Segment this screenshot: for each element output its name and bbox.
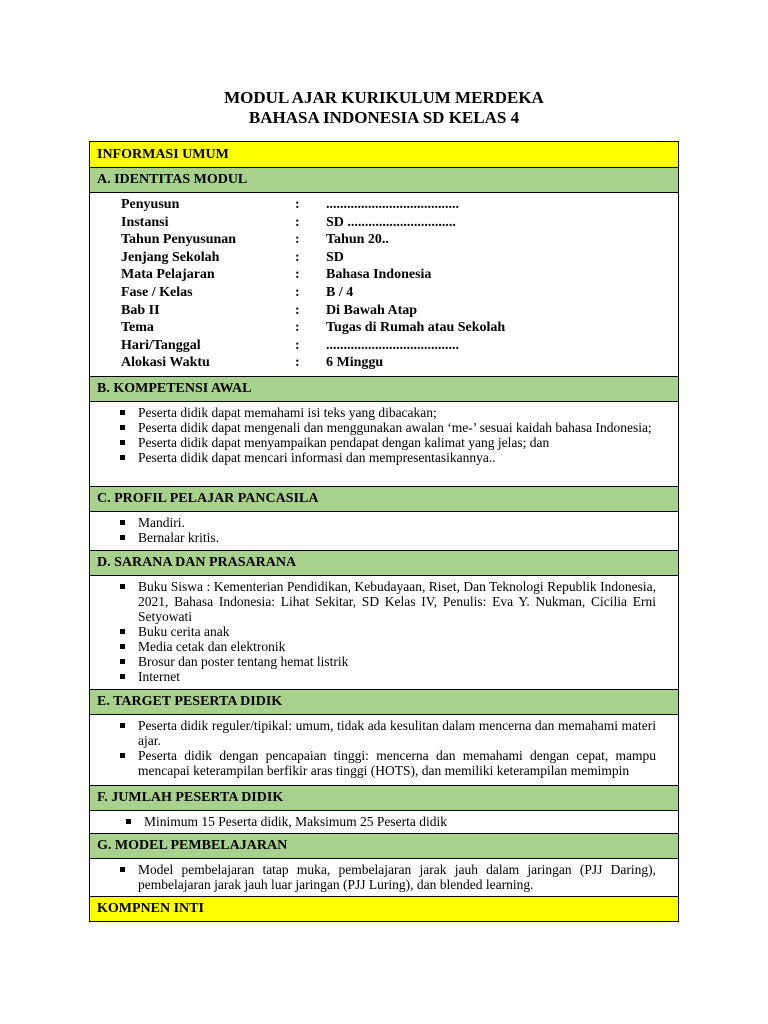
list-item: Buku Siswa : Kementerian Pendidikan, Kebudayaan, Riset, Dan Teknologi Republik Indonesia, 2021, Bahasa Indonesia: Lihat Sekitar, SD Kelas IV, Penulis: Eva Y. Nukman, Cicilia Erni Setyowati [120,579,656,624]
identitas-value: Bahasa Indonesia [326,267,432,283]
identitas-section [90,193,678,377]
identitas-sep: : [295,214,300,230]
identitas-sep: : [295,302,300,318]
kompetensi-section [90,402,678,487]
identitas-value: Tugas di Rumah atau Sekolah [326,320,506,336]
identitas-value: Di Bawah Atap [326,302,418,318]
list-item: Peserta didik dapat memahami isi teks yang dibacakan; [120,405,656,420]
identitas-sep: : [295,232,300,248]
target-peserta-header: E. TARGET PESERTA DIDIK [90,690,678,715]
profil-list [90,512,678,545]
identitas-list [90,193,678,372]
model-pembelajaran-header: G. MODEL PEMBELAJARAN [90,834,678,859]
document-title-line2: BAHASA INDONESIA SD KELAS 4 [248,108,520,127]
identitas-label: Tahun Penyusunan [121,232,237,248]
list-item: Peserta didik dengan pencapaian tinggi: mencerna dan memahami dengan cepat, mampu mencapai keterampilan berfikir aras tinggi (HOTS), dan memiliki keterampilan memimpin [120,748,656,778]
list-item: Mandiri. [120,515,656,530]
sarana-prasarana-header: D. SARANA DAN PRASARANA [90,551,678,576]
identitas-label: Bab II [121,302,160,318]
identitas-value: ...................................... [326,337,459,353]
kompetensi-awal-header: B. KOMPETENSI AWAL [90,377,678,402]
jumlah-section [90,811,678,834]
document-title-line1: MODUL AJAR KURIKULUM MERDEKA [224,88,544,107]
list-item: Brosur dan poster tentang hemat listrik [120,654,656,669]
identitas-value: Tahun 20.. [326,232,389,248]
model-list [90,859,678,892]
identitas-label: Mata Pelajaran [121,267,215,283]
identitas-value: 6 Minggu [326,355,384,371]
identitas-value: SD ............................... [326,214,456,230]
identitas-sep: : [295,267,300,283]
identitas-sep: : [295,320,300,336]
identitas-sep: : [295,197,300,212]
identitas-label: Fase / Kelas [121,284,193,300]
identitas-sep: : [295,355,300,371]
sarana-section [90,576,678,690]
list-item: Bernalar kritis. [120,530,656,545]
identitas-label: Hari/Tanggal [121,337,201,353]
target-section [90,715,678,786]
identitas-value: SD [326,249,344,265]
profil-pelajar-header: C. PROFIL PELAJAR PANCASILA [90,487,678,512]
identitas-value: ...................................... [326,197,459,212]
identitas-sep: : [295,284,300,300]
jumlah-peserta-header: F. JUMLAH PESERTA DIDIK [90,786,678,811]
list-item: Media cetak dan elektronik [120,639,656,654]
identitas-label: Instansi [121,214,169,230]
identitas-label: Tema [121,320,154,336]
jumlah-list [90,811,678,829]
list-item: Internet [120,669,656,684]
module-table [89,141,679,922]
komponen-inti-header: KOMPNEN INTI [90,897,678,921]
list-item: Model pembelajaran tatap muka, pembelajaran jarak jauh dalam jaringan (PJJ Daring), pembelajaran jarak jauh luar jaringan (PJJ Luring), dan blended learning. [120,862,656,892]
identitas-label: Penyusun [121,197,180,212]
identitas-label: Alokasi Waktu [121,355,210,371]
informasi-umum-header: INFORMASI UMUM [90,142,678,168]
identitas-sep: : [295,249,300,265]
identitas-label: Jenjang Sekolah [121,249,220,265]
kompetensi-list [90,402,678,465]
model-section [90,859,678,897]
sarana-list [90,576,678,684]
profil-section [90,512,678,551]
target-list [90,715,678,778]
list-item: Peserta didik dapat mencari informasi dan mempresentasikannya.. [120,450,656,465]
list-item: Minimum 15 Peserta didik, Maksimum 25 Peserta didik [126,814,656,829]
list-item: Peserta didik dapat mengenali dan menggunakan awalan ‘me-’ sesuai kaidah bahasa Indonesia; [120,420,656,435]
identitas-sep: : [295,337,300,353]
list-item: Buku cerita anak [120,624,656,639]
identitas-modul-header: A. IDENTITAS MODUL [90,168,678,193]
list-item: Peserta didik dapat menyampaikan pendapat dengan kalimat yang jelas; dan [120,435,656,450]
list-item: Peserta didik reguler/tipikal: umum, tidak ada kesulitan dalam mencerna dan memahami materi ajar. [120,718,656,748]
identitas-value: B / 4 [326,284,354,300]
